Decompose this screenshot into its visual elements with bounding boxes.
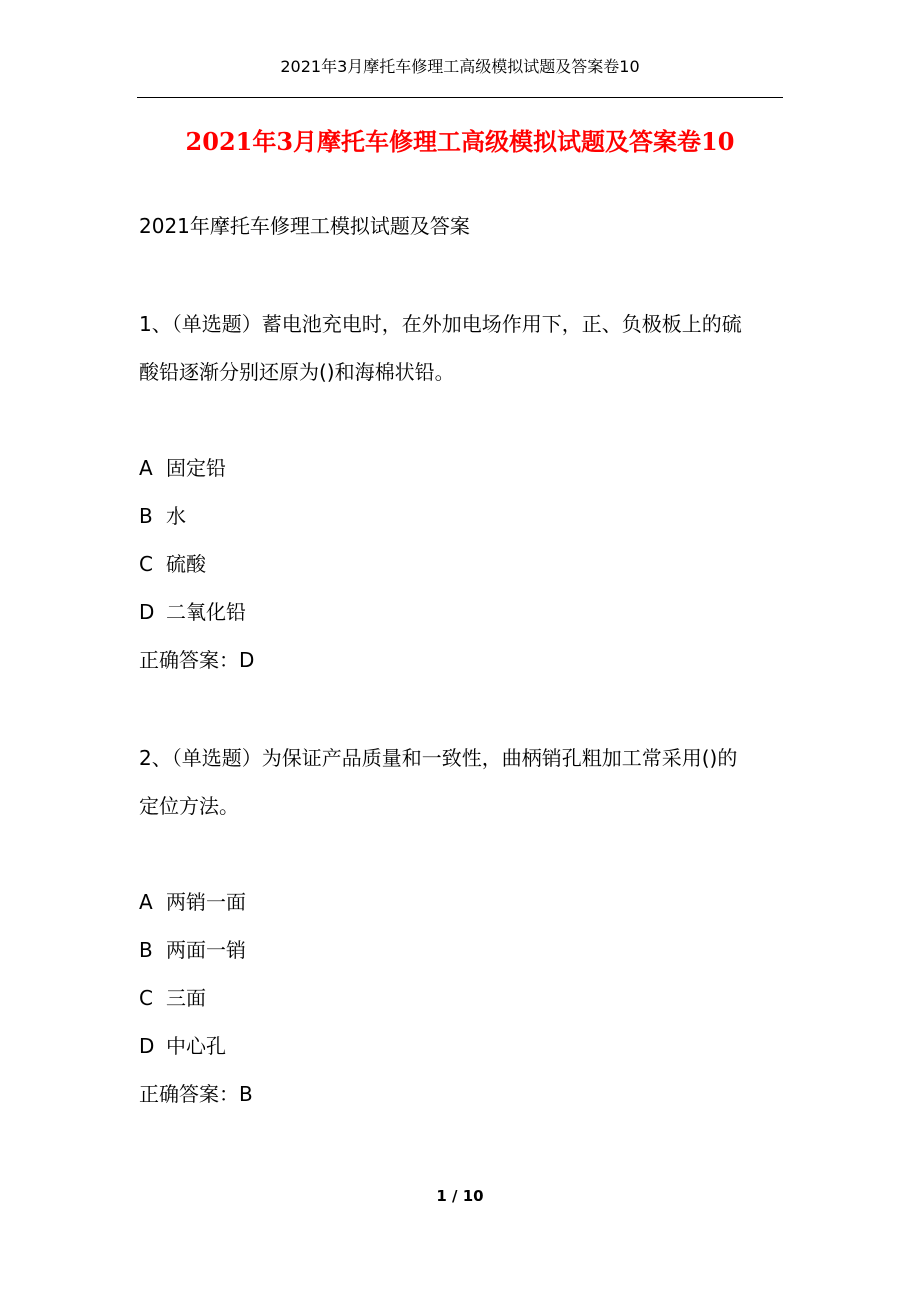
question-1-option-c: [139, 550, 206, 578]
option-letter: D: [139, 600, 155, 624]
option-letter: B: [139, 938, 153, 962]
question-1-option-a: [139, 454, 226, 482]
question-2-option-a: [139, 888, 246, 916]
question-2-text-line-2: 定位方法。: [139, 794, 239, 818]
question-2-option-d: [139, 1032, 226, 1060]
option-letter: A: [139, 890, 153, 914]
question-2-answer: 正确答案：B: [139, 1082, 253, 1106]
option-text: 固定铅: [166, 456, 226, 480]
question-1-text-line-2: 酸铅逐渐分别还原为()和海棉状铅。: [139, 360, 455, 384]
option-text: 两销一面: [166, 890, 246, 914]
question-2-option-b: [139, 936, 246, 964]
option-text: 两面一销: [166, 938, 246, 962]
question-1-answer: 正确答案：D: [139, 648, 255, 672]
option-text: 三面: [166, 986, 206, 1010]
question-2-option-c: [139, 984, 206, 1012]
option-letter: C: [139, 552, 153, 576]
document-title: 2021年3月摩托车修理工高级模拟试题及答案卷10: [185, 127, 735, 156]
question-1-option-d: [139, 598, 246, 626]
running-header: 2021年3月摩托车修理工高级模拟试题及答案卷10: [280, 57, 640, 76]
option-letter: C: [139, 986, 153, 1010]
option-text: 水: [166, 504, 186, 528]
page-number: 1 / 10: [436, 1187, 484, 1205]
option-text: 二氧化铅: [166, 600, 246, 624]
option-text: 硫酸: [166, 552, 206, 576]
option-letter: B: [139, 504, 153, 528]
option-letter: A: [139, 456, 153, 480]
question-2-text-line-1: 2、（单选题）为保证产品质量和一致性，曲柄销孔粗加工常采用()的: [139, 746, 738, 770]
header-divider: [137, 97, 783, 98]
option-letter: D: [139, 1034, 155, 1058]
option-text: 中心孔: [166, 1034, 226, 1058]
question-1-option-b: [139, 502, 186, 530]
document-subtitle: 2021年摩托车修理工模拟试题及答案: [139, 214, 470, 238]
question-1-text-line-1: 1、（单选题）蓄电池充电时，在外加电场作用下，正、负极板上的硫: [139, 312, 742, 336]
